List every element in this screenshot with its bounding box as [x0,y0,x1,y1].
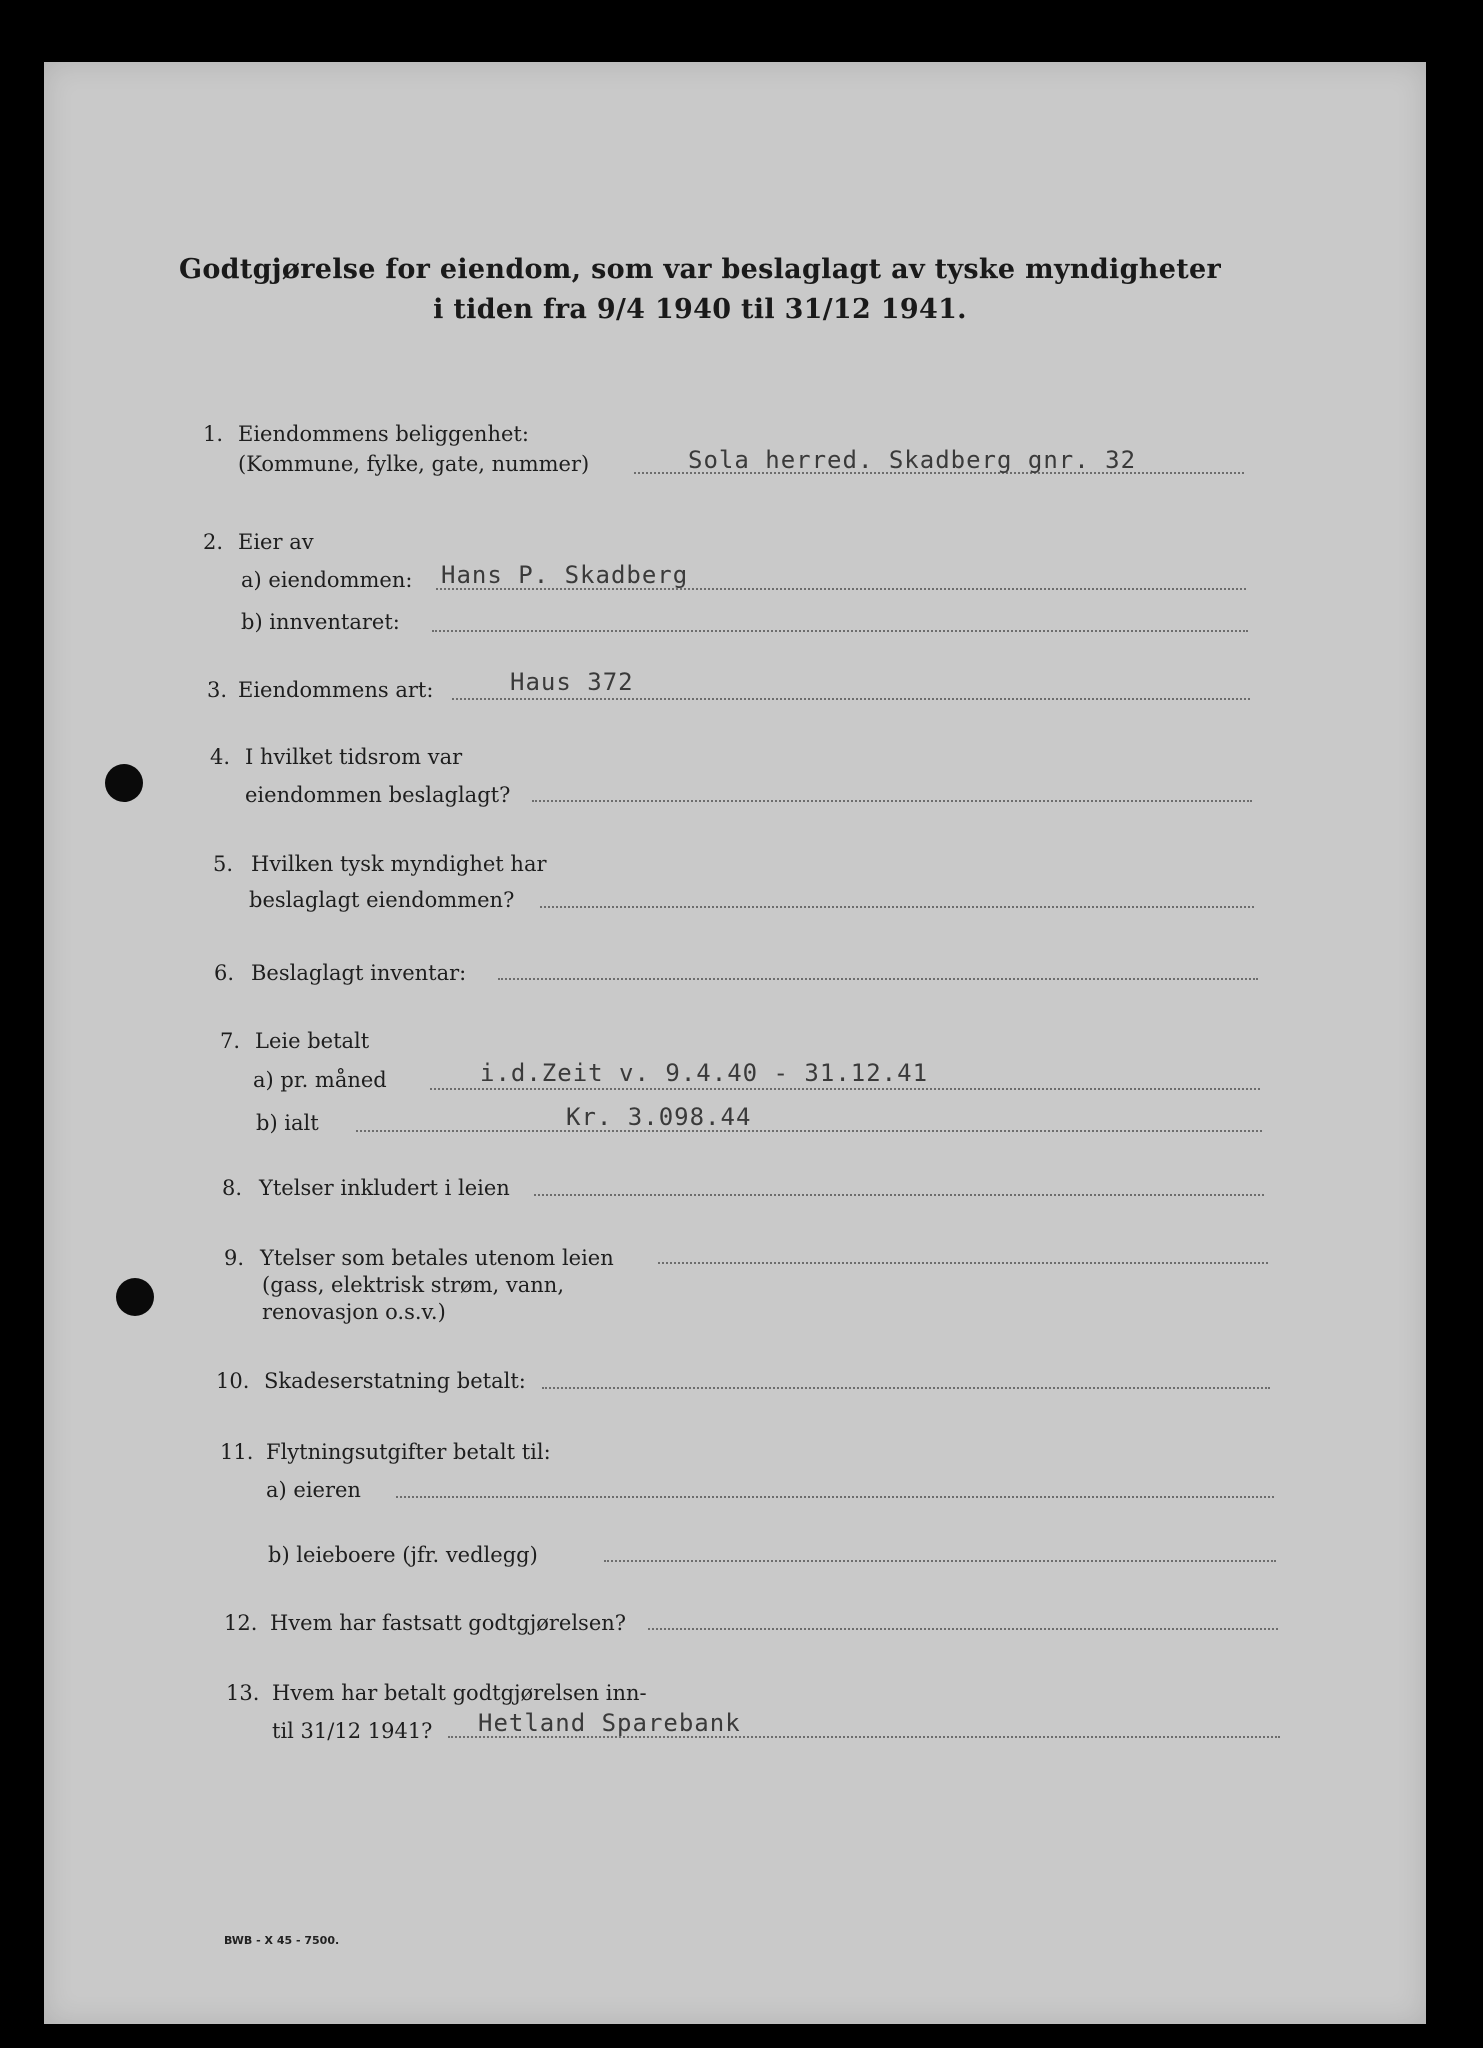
item-5-number: 5. [213,852,234,876]
item-6-label: Beslaglagt inventar: [251,961,467,985]
item-8-answer-line [534,1194,1264,1196]
item-11a-answer-line [396,1496,1274,1498]
item-8-number: 8. [222,1176,243,1200]
item-1-sublabel: (Kommune, fylke, gate, nummer) [238,452,590,476]
item-9-sublabel-2: renovasjon o.s.v.) [262,1300,446,1324]
item-2a-value: Hans P. Skadberg [441,561,689,589]
item-7b-value: Kr. 3.098.44 [566,1103,752,1131]
item-13-value: Hetland Sparebank [478,1709,741,1737]
item-7-label: Leie betalt [255,1029,370,1053]
item-10-answer-line [542,1387,1270,1389]
item-9-label: Ytelser som betales utenom leien [260,1246,614,1270]
item-11b-label: b) leieboere (jfr. vedlegg) [268,1543,538,1567]
item-11-label: Flytningsutgifter betalt til: [266,1440,551,1464]
punch-hole-bottom [116,1278,154,1316]
item-13-number: 13. [226,1681,260,1705]
item-2-number: 2. [203,530,224,554]
item-7-number: 7. [220,1029,241,1053]
item-1-value: Sola herred. Skadberg gnr. 32 [688,446,1137,474]
item-4-answer-line [532,800,1252,802]
item-2-label: Eier av [238,530,314,554]
item-2a-label: a) eiendommen: [241,568,413,592]
item-12-label: Hvem har fastsatt godtgjørelsen? [270,1611,627,1635]
item-5-answer-line [540,906,1254,908]
item-1-label: Eiendommens beliggenhet: [238,422,529,446]
item-13-label: Hvem har betalt godtgjørelsen inn- [272,1681,647,1705]
print-code: BWB - X 45 - 7500. [224,1934,340,1947]
item-9-sublabel-1: (gass, elektrisk strøm, vann, [262,1273,564,1297]
item-9-answer-line [658,1262,1268,1264]
item-3-number: 3. [207,678,228,702]
item-1-number: 1. [203,422,224,446]
form-title-line1: Godtgjørelse for eiendom, som var beslaglagt av tyske myndigheter [179,254,1221,285]
item-9-number: 9. [224,1246,245,1270]
item-6-number: 6. [214,961,235,985]
item-3-label: Eiendommens art: [238,678,434,702]
item-12-number: 12. [224,1611,258,1635]
punch-hole-top [105,764,143,802]
form-title-line2: i tiden fra 9/4 1940 til 31/12 1941. [433,294,967,325]
item-4-sublabel: eiendommen beslaglagt? [245,783,511,807]
item-3-answer-line [452,698,1250,700]
item-4-label: I hvilket tidsrom var [245,745,463,769]
item-10-label: Skadeserstatning betalt: [264,1369,526,1393]
item-10-number: 10. [216,1369,250,1393]
item-7b-answer-line [356,1130,1262,1132]
item-12-answer-line [648,1628,1278,1630]
item-7a-value: i.d.Zeit v. 9.4.40 - 31.12.41 [480,1059,929,1087]
item-13-sublabel: til 31/12 1941? [272,1719,433,1743]
item-2b-answer-line [432,630,1248,632]
item-5-label: Hvilken tysk myndighet har [251,852,547,876]
item-11b-answer-line [604,1560,1276,1562]
item-6-answer-line [498,978,1258,980]
item-7a-answer-line [430,1088,1260,1090]
item-3-value: Haus 372 [510,668,634,696]
item-2b-label: b) innventaret: [241,610,400,634]
item-7a-label: a) pr. måned [253,1068,387,1092]
item-5-sublabel: beslaglagt eiendommen? [249,888,515,912]
item-11a-label: a) eieren [266,1478,361,1502]
item-7b-label: b) ialt [256,1111,319,1135]
item-4-number: 4. [210,745,231,769]
item-8-label: Ytelser inkludert i leien [259,1176,510,1200]
item-11-number: 11. [220,1440,254,1464]
